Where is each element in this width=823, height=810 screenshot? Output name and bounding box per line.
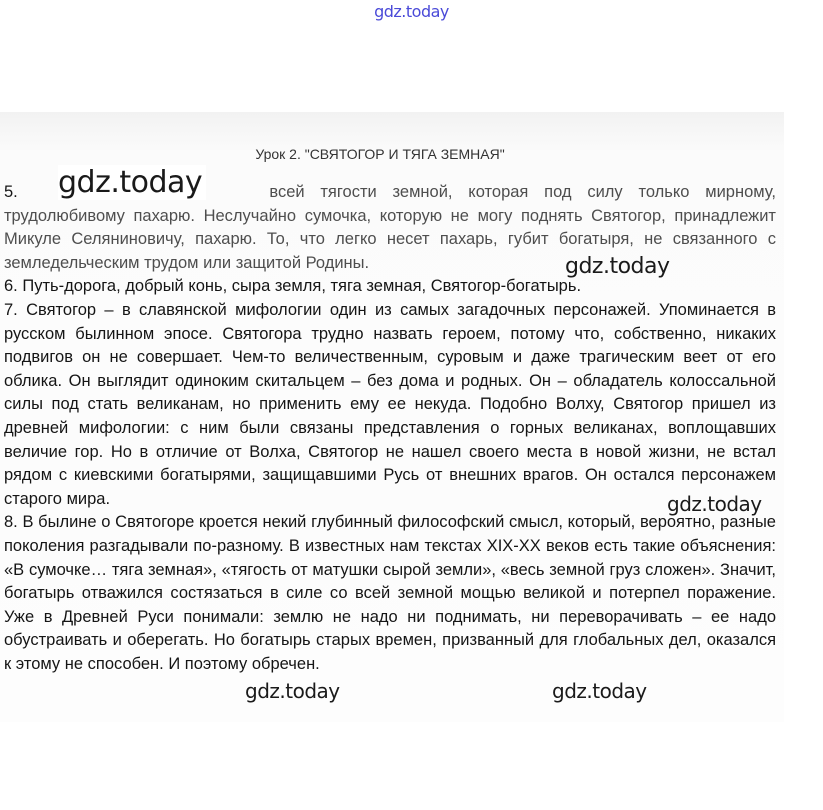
watermark: gdz.today (245, 679, 340, 703)
watermark-top: gdz.today (374, 2, 449, 21)
section-7: 7. Святогор – в славянской мифологии один из самых загадочных персонажей. Упоминается в русском былинном эпосе. Святогора трудно назвать героем, потому что, собственно, никаких подвигов он не совершает. Чем-то величественным, суровым и даже трагическим веет от его облика. Он выглядит одиноким скитальцем – без дома и родных. Он – обладатель колоссальной силы под стать великанам, но применить ему ее некуда. Подобно Волху, Святогор пришел из древней мифологии: с ним были связаны представления о горных великанах, воплощавших величие гор. Но в отличие от Волха, Святогор не нашел своего места в новой жизни, не встал рядом с киевскими богатырями, защищавшими Русь от внешних врагов. Он остался персонажем старого мира. (4, 300, 776, 508)
section-number: 5. (4, 183, 18, 201)
section-6: 6. Путь-дорога, добрый конь, сыра земля, тяга земная, Святогор-богатырь. (4, 277, 582, 296)
watermark: gdz.today (552, 679, 647, 703)
watermark: gdz.today (58, 165, 206, 200)
section-8: 8. В былине о Святогоре кроется некий глубинный философский смысл, который, вероятно, разные поколения разгадывали по-разному. В известных нам текстах XIX-XX веков есть такие объяснения: «В сумочке… тяга земная», «тягость от матушки сырой земли», «весь земной груз сложен». Значит, богатырь отважился состязаться в силе со всей земной мощью великой и потерпел поражение. Уже в Древней Руси понимали: землю не надо ни поднимать, ни переворачивать – ее надо обустраивать и оберегать. Но богатырь старых времен, призванный для глобальных дел, оказался к этому не способен. И поэтому обречен. (4, 513, 776, 673)
section-text: всей тягости земной, которая под силу только мирному, трудолюбивому пахарю. Неслучайно сумочка, которую не могу поднять Святогор, принадлежит Микуле Селяниновичу, пахарю. То, что легко несет пахарь, губит богатыря, не связанного с земледельческим трудом или защитой Родины. (4, 183, 776, 272)
watermark: gdz.today (565, 254, 670, 279)
lesson-title: Урок 2. "СВЯТОГОР И ТЯГА ЗЕМНАЯ" (255, 146, 505, 162)
watermark: gdz.today (667, 492, 762, 516)
